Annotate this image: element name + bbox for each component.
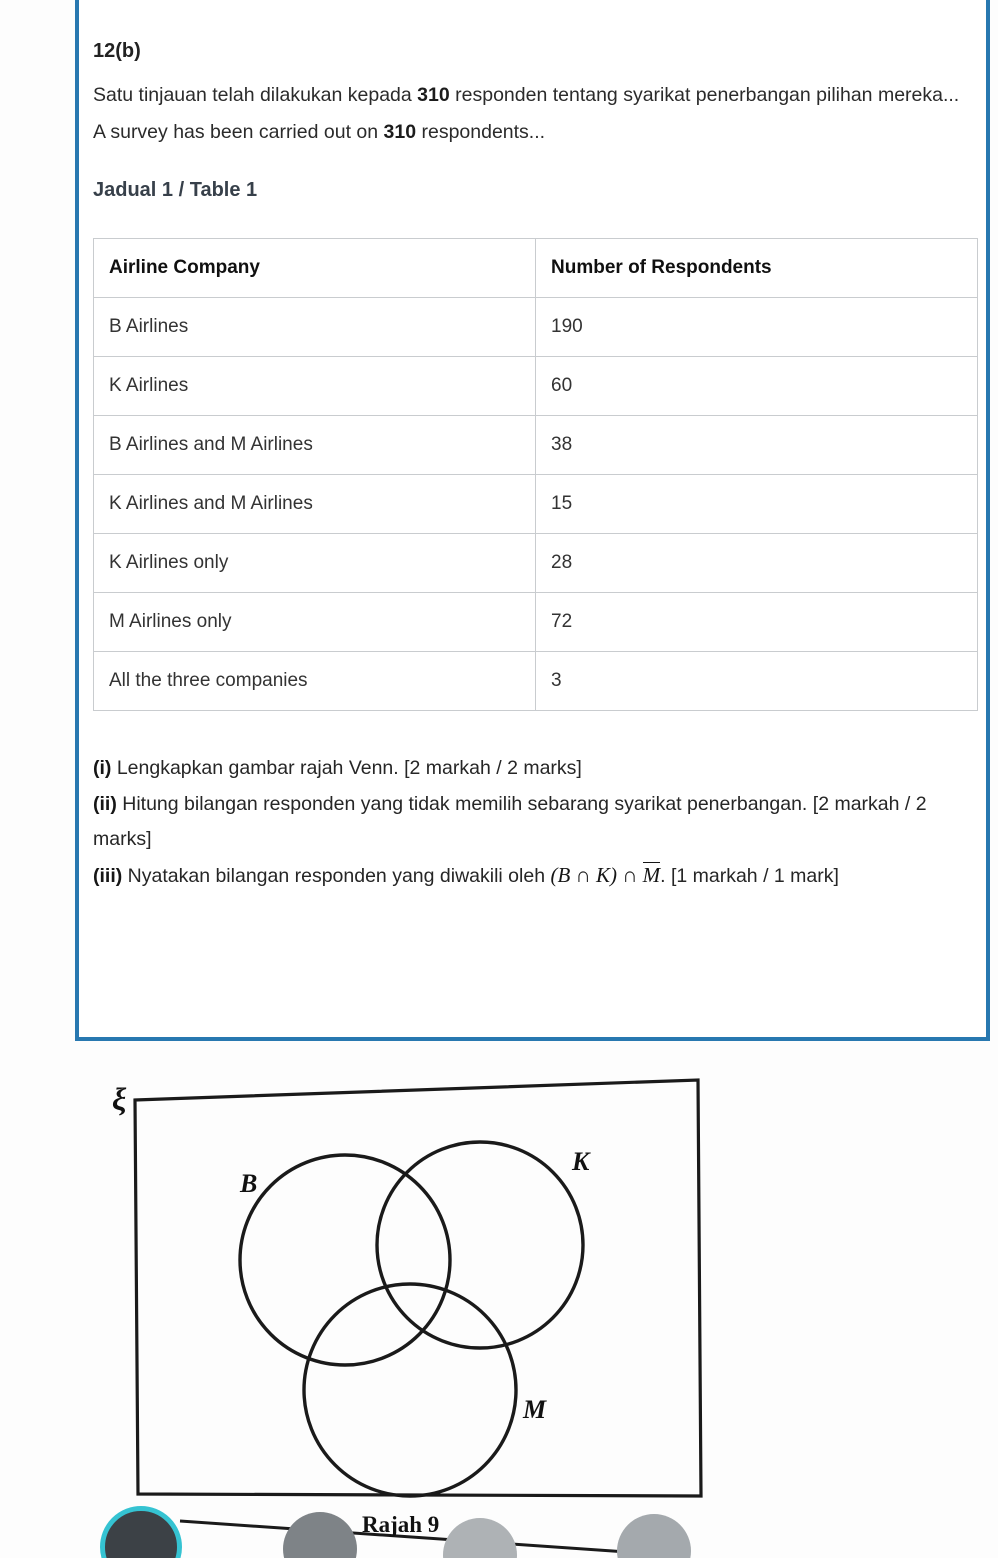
universal-set-rectangle [135, 1080, 701, 1496]
cell-count: 72 [536, 593, 978, 652]
universal-set-label: ξ [112, 1081, 127, 1117]
venn-diagram [60, 1058, 760, 1558]
set-label-b: B [240, 1169, 258, 1198]
set-circle-m [304, 1284, 516, 1496]
intro-ms-text: responden tentang syarikat penerbangan pilihan mereka... [449, 84, 960, 106]
intro-ms-text: Satu tinjauan telah dilakukan kepada [93, 84, 418, 106]
question-intro-english [93, 114, 978, 151]
diagram-caption: Rajah 9 [362, 1512, 440, 1537]
cell-airline: All the three companies [94, 652, 536, 711]
venn-diagram-svg [60, 1058, 760, 1558]
cell-airline: B Airlines [94, 298, 536, 357]
cell-count: 190 [536, 298, 978, 357]
cell-airline: K Airlines [94, 357, 536, 416]
question-card [75, 0, 990, 1041]
question-part-iii [93, 858, 978, 894]
table-title: Jadual 1 / Table 1 [93, 179, 258, 201]
set-label-k: K [572, 1147, 590, 1176]
part-i-text: Lengkapkan gambar rajah Venn. [2 markah / 2 marks] [111, 757, 582, 779]
table-row [94, 652, 978, 711]
cell-count: 60 [536, 357, 978, 416]
table-row [94, 593, 978, 652]
part-iii-label: (iii) [93, 865, 123, 887]
part-i-label: (i) [93, 757, 112, 779]
table-row [94, 416, 978, 475]
question-part-ii [93, 787, 978, 857]
part-ii-label: (ii) [93, 793, 117, 815]
cell-count: 38 [536, 416, 978, 475]
question-number: 12(b) [93, 40, 141, 62]
cell-count: 15 [536, 475, 978, 534]
intro-en-text: A survey has been carried out on [93, 121, 384, 143]
question-parts [93, 751, 978, 894]
respondents-table [93, 238, 978, 711]
cell-count: 28 [536, 534, 978, 593]
table-row [94, 534, 978, 593]
set-label-m: M [523, 1395, 547, 1424]
intro-en-bold-number: 310 [383, 121, 417, 143]
set-circle-b [240, 1155, 450, 1365]
cell-airline: M Airlines only [94, 593, 536, 652]
table-header-row [94, 239, 978, 298]
set-circle-k [377, 1142, 583, 1348]
table-row [94, 475, 978, 534]
set-notation-expression [550, 863, 660, 887]
table-row [94, 357, 978, 416]
part-ii-text: Hitung bilangan responden yang tidak memilih sebarang syarikat penerbangan. [2 markah / 2 marks] [93, 793, 927, 850]
column-header-respondents: Number of Respondents [536, 239, 978, 298]
cell-airline: K Airlines only [94, 534, 536, 593]
set-notation-complement-m: M [642, 863, 661, 887]
cell-count: 3 [536, 652, 978, 711]
column-header-airline: Airline Company [94, 239, 536, 298]
question-intro-malay [93, 77, 978, 114]
set-notation-prefix: (B ∩ K) ∩ [550, 863, 643, 887]
part-iii-text: Nyatakan bilangan responden yang diwakili oleh [122, 865, 551, 887]
cell-airline: K Airlines and M Airlines [94, 475, 536, 534]
cell-airline: B Airlines and M Airlines [94, 416, 536, 475]
intro-en-text: respondents... [416, 121, 546, 143]
intro-ms-bold-number: 310 [417, 84, 450, 106]
part-iii-text-after: . [1 markah / 1 mark] [660, 865, 839, 887]
table-row [94, 298, 978, 357]
question-part-i [93, 751, 978, 786]
